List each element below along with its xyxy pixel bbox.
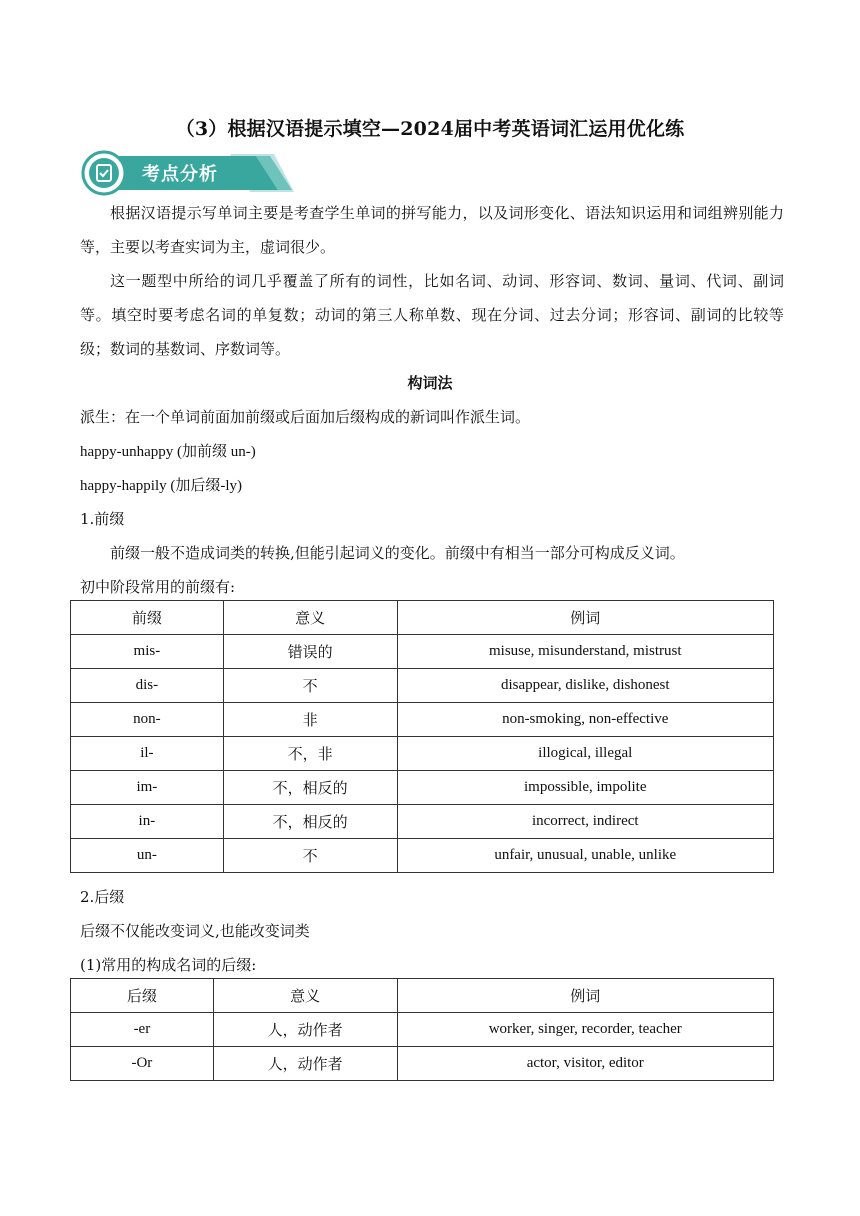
suffix-table-cell: actor, visitor, editor xyxy=(397,1047,773,1081)
banner-label: 考点分析 xyxy=(142,164,218,185)
suffix-table-header-cell: 意义 xyxy=(213,979,397,1013)
suffix-table xyxy=(70,978,774,1081)
prefix-table-cell: mis- xyxy=(71,635,224,669)
prefix-table-cell: 不 xyxy=(223,669,397,703)
prefix-table-cell: 不，非 xyxy=(223,737,397,771)
section-banner xyxy=(80,150,300,196)
page-title: （3）根据汉语提示填空—2024届中考英语词汇运用优化练 xyxy=(175,118,685,140)
derivation-example-1: happy-unhappy (加前缀 un-) xyxy=(80,444,256,460)
prefix-table-header-cell: 例词 xyxy=(397,601,774,635)
prefix-table-header-cell: 前缀 xyxy=(71,601,224,635)
suffix-table-cell: 人，动作者 xyxy=(213,1047,397,1081)
prefix-table-cell: 不，相反的 xyxy=(223,771,397,805)
prefix-table-cell: non-smoking, non-effective xyxy=(397,703,774,737)
suffix-heading: 2.后缀 xyxy=(80,888,125,906)
prefix-table-cell: incorrect, indirect xyxy=(397,805,774,839)
suffix-table-cell: -Or xyxy=(71,1047,214,1081)
prefix-table xyxy=(70,600,774,873)
prefix-table-cell: non- xyxy=(71,703,224,737)
derivation-definition: 派生：在一个单词前面加前缀或后面加后缀构成的新词叫作派生词。 xyxy=(80,408,531,426)
table-row xyxy=(71,805,774,839)
table-row xyxy=(71,1013,774,1047)
prefix-table-header-row xyxy=(71,601,774,635)
table-row xyxy=(71,635,774,669)
prefix-table-cell: 错误的 xyxy=(223,635,397,669)
suffix-table-header-cell: 后缀 xyxy=(71,979,214,1013)
derivation-example-2: happy-happily (加后缀-ly) xyxy=(80,478,243,494)
table-row xyxy=(71,771,774,805)
prefix-description-2: 初中阶段常用的前缀有: xyxy=(80,578,236,596)
prefix-table-cell: unfair, unusual, unable, unlike xyxy=(397,839,774,873)
prefix-table-cell: misuse, misunderstand, mistrust xyxy=(397,635,774,669)
table-row xyxy=(71,669,774,703)
suffix-description: 后缀不仅能改变词义,也能改变词类 xyxy=(80,922,310,940)
section-heading: 构词法 xyxy=(407,374,453,392)
suffix-sub-heading: (1)常用的构成名词的后缀: xyxy=(80,956,257,974)
table-row xyxy=(71,839,774,873)
prefix-table-cell: 不 xyxy=(223,839,397,873)
prefix-table-cell: im- xyxy=(71,771,224,805)
suffix-table-cell: worker, singer, recorder, teacher xyxy=(397,1013,773,1047)
prefix-table-header-cell: 意义 xyxy=(223,601,397,635)
prefix-table-cell: impossible, impolite xyxy=(397,771,774,805)
suffix-table-header-row xyxy=(71,979,774,1013)
table-row xyxy=(71,737,774,771)
table-row xyxy=(71,1047,774,1081)
suffix-table-cell: 人，动作者 xyxy=(213,1013,397,1047)
prefix-table-cell: in- xyxy=(71,805,224,839)
prefix-table-cell: il- xyxy=(71,737,224,771)
table-row xyxy=(71,703,774,737)
prefix-table-cell: 非 xyxy=(223,703,397,737)
suffix-table-cell: -er xyxy=(71,1013,214,1047)
intro-paragraph-1: 根据汉语提示写单词主要是考查学生单词的拼写能力，以及词形变化、语法知识运用和词组辨别能力等，主要以考查实词为主，虚词很少。 xyxy=(80,204,784,256)
prefix-heading: 1.前缀 xyxy=(80,510,125,528)
check-document-icon xyxy=(80,150,128,196)
prefix-table-cell: 不，相反的 xyxy=(223,805,397,839)
prefix-table-cell: dis- xyxy=(71,669,224,703)
prefix-table-cell: illogical, illegal xyxy=(397,737,774,771)
prefix-table-cell: un- xyxy=(71,839,224,873)
suffix-table-header-cell: 例词 xyxy=(397,979,773,1013)
intro-paragraph-2: 这一题型中所给的词几乎覆盖了所有的词性，比如名词、动词、形容词、数词、量词、代词、副词等。填空时要考虑名词的单复数；动词的第三人称单数、现在分词、过去分词；形容词、副词的比较等级；数词的基数词、序数词等。 xyxy=(80,272,784,358)
prefix-table-cell: disappear, dislike, dishonest xyxy=(397,669,774,703)
prefix-description: 前缀一般不造成词类的转换,但能引起词义的变化。前缀中有相当一部分可构成反义词。 xyxy=(110,544,685,562)
